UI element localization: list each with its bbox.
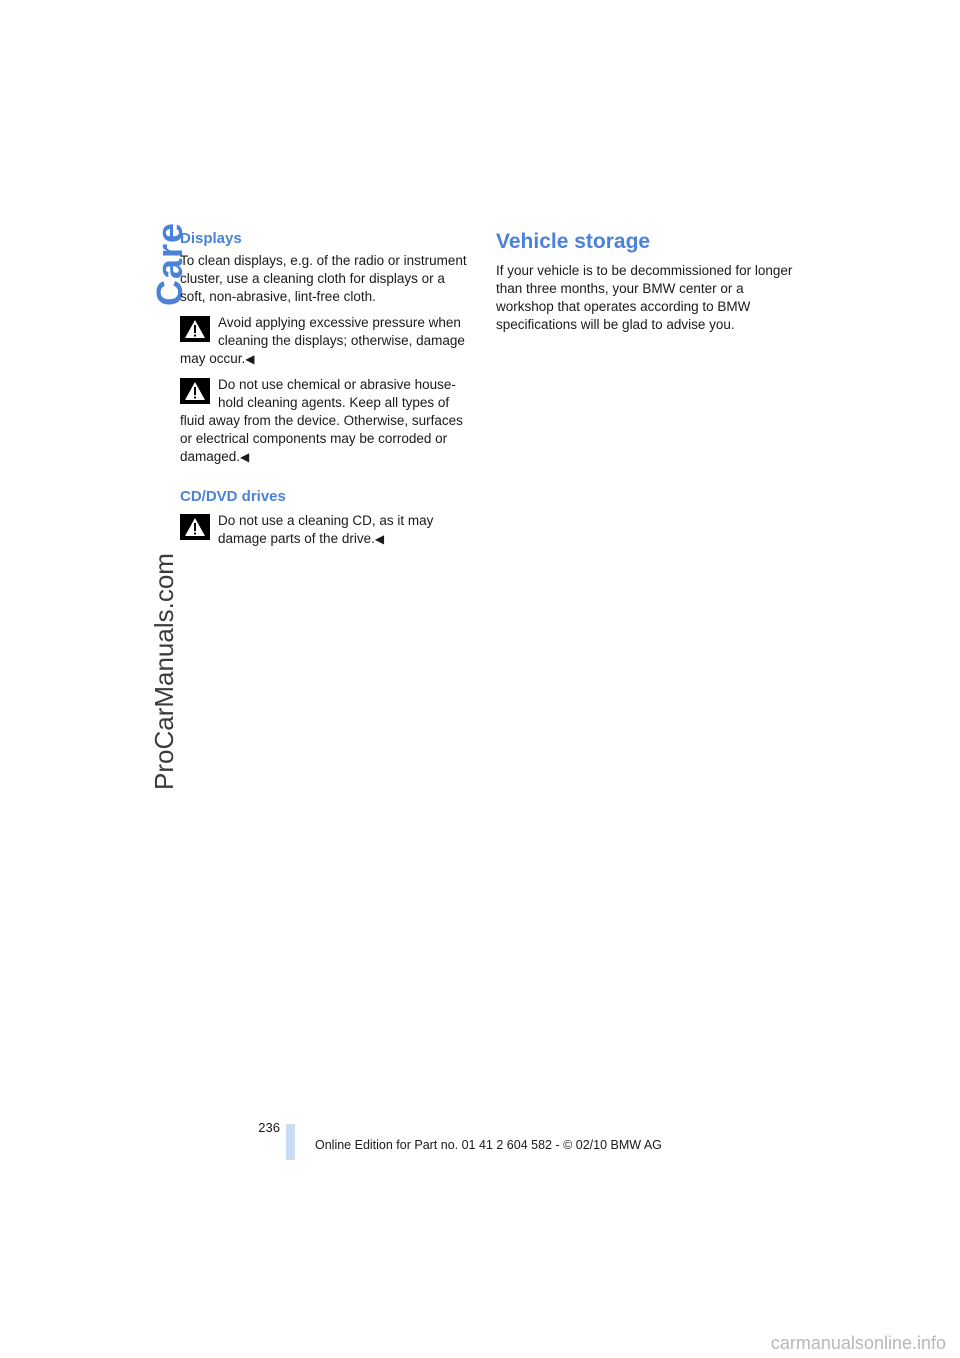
vehicle-storage-body: If your vehicle is to be decommissioned for longer than three months, your BMW center or a workshop that operates according to BMW specifications will be glad to advise you. <box>496 263 793 332</box>
end-mark: ◀ <box>240 450 250 464</box>
right-column <box>496 226 796 334</box>
left-column <box>180 226 472 548</box>
displays-warning-2 <box>180 376 472 466</box>
watermark-text: ProCarManuals.com <box>149 553 179 790</box>
section-title: Care <box>149 221 190 306</box>
cd-dvd-warning-text: Do not use a cleaning CD, as it may damage parts of the drive. <box>218 513 434 546</box>
cd-dvd-warning <box>180 512 472 548</box>
displays-intro: To clean displays, e.g. of the radio or instrument cluster, use a cleaning cloth for displays or a soft, non-abrasive, lint-free cloth. <box>180 253 467 304</box>
section-tab <box>120 221 190 306</box>
warning-triangle-icon <box>180 378 210 404</box>
warning-triangle-icon <box>180 316 210 342</box>
page-number: 236 <box>258 1120 280 1135</box>
end-mark: ◀ <box>374 532 385 546</box>
displays-warning-2-text: Do not use chemical or abrasive house-hold cleaning agents. Keep all types of fluid away from the device. Otherwise, surfaces or electrical components may be corroded or damaged. <box>180 377 463 464</box>
site-watermark: carmanualsonline.info <box>770 1333 946 1353</box>
vehicle-storage-heading: Vehicle storage <box>496 230 651 253</box>
warning-triangle-icon <box>180 514 210 540</box>
watermark <box>114 553 179 790</box>
displays-warning-1 <box>180 314 472 368</box>
footer-bar <box>286 1124 295 1160</box>
cd-dvd-heading: CD/DVD drives <box>180 488 286 505</box>
displays-heading: Displays <box>180 230 242 247</box>
displays-warning-1-text: Avoid applying excessive pressure when cleaning the displays; otherwise, damage may occur. <box>180 315 465 366</box>
footer-edition: Online Edition for Part no. 01 41 2 604 582 - © 02/10 BMW AG <box>315 1138 662 1152</box>
end-mark: ◀ <box>245 352 255 366</box>
